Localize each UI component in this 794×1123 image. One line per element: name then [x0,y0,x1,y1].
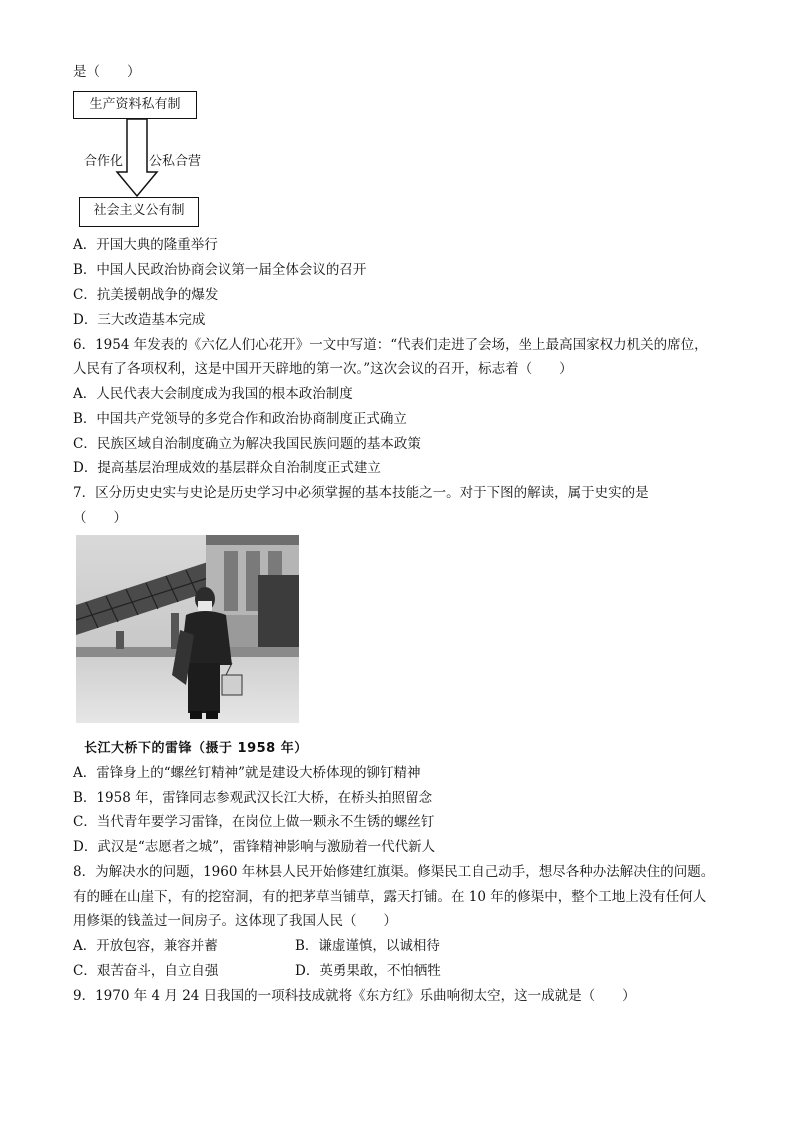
q8-option-c: C．艰苦奋斗，自立自强 [73,963,219,979]
q5-stem-tail: 是（ ） [73,64,141,80]
q5-option-d: D．三大改造基本完成 [73,312,206,328]
diagram-bottom-box: 社会主义公有制 [79,197,199,227]
q6-option-a: A．人民代表大会制度成为我国的根本政治制度 [73,386,353,402]
q8-stem-line2: 有的睡在山崖下，有的挖窑洞，有的把茅草当铺草，露天打铺。在 10 年的修渠中，整个工地上没有任何人 [73,889,707,905]
q7-stem-line2: （ ） [73,510,127,526]
photo-caption: 长江大桥下的雷锋（摄于 1958 年） [84,741,308,756]
q7-option-a: A．雷锋身上的“螺丝钉精神”就是建设大桥体现的铆钉精神 [73,765,421,781]
diagram-right-label: 公私合营 [149,154,202,169]
q8-stem-line1: 8．为解决水的问题，1960 年林县人民开始修建红旗渠。修渠民工自己动手，想尽各种办法解决住的问题。 [73,864,715,880]
q6-stem-line2: 人民有了各项权利，这是中国开天辟地的第一次。”这次会议的召开，标志着（ ） [73,361,573,377]
q8-option-d: D．英勇果敢，不怕牺牲 [295,963,441,979]
q7-stem-line1: 7．区分历史史实与史论是历史学习中必须掌握的基本技能之一。对于下图的解读，属于史实的是 [73,485,649,501]
q6-option-d: D．提高基层治理成效的基层群众自治制度正式建立 [73,460,381,476]
diagram-top-box: 生产资料私有制 [73,91,197,119]
q6-option-b: B．中国共产党领导的多党合作和政治协商制度正式确立 [73,411,407,427]
q6-stem-line1: 6．1954 年发表的《六亿人们心花开》一文中写道：“代表们走进了会场，坐上最高国家权力机关的席位， [73,337,708,353]
q5-option-c: C．抗美援朝战争的爆发 [73,287,219,303]
q7-option-b: B．1958 年，雷锋同志参观武汉长江大桥，在桥头拍照留念 [73,790,433,806]
q7-option-c: C．当代青年要学习雷锋，在岗位上做一颗永不生锈的螺丝钉 [73,814,435,830]
q6-option-c: C．民族区域自治制度确立为解决我国民族问题的基本政策 [73,436,421,452]
q5-option-b: B．中国人民政治协商会议第一届全体会议的召开 [73,262,367,278]
q7-option-d: D．武汉是“志愿者之城”，雷锋精神影响与激励着一代代新人 [73,839,436,855]
q5-option-a: A．开国大典的隆重举行 [73,237,218,253]
bridge-photo [76,535,299,723]
q8-option-b: B．谦虚谨慎，以诚相待 [295,938,440,954]
q8-stem-line3: 用修渠的钱盖过一间房子。这体现了我国人民（ ） [73,913,397,929]
q9-stem-line1: 9．1970 年 4 月 24 日我国的一项科技成就将《东方红》乐曲响彻太空，这一成就是（ ） [73,988,636,1004]
q8-option-a: A．开放包容，兼容并蓄 [73,938,218,954]
diagram-left-label: 合作化 [84,154,124,169]
